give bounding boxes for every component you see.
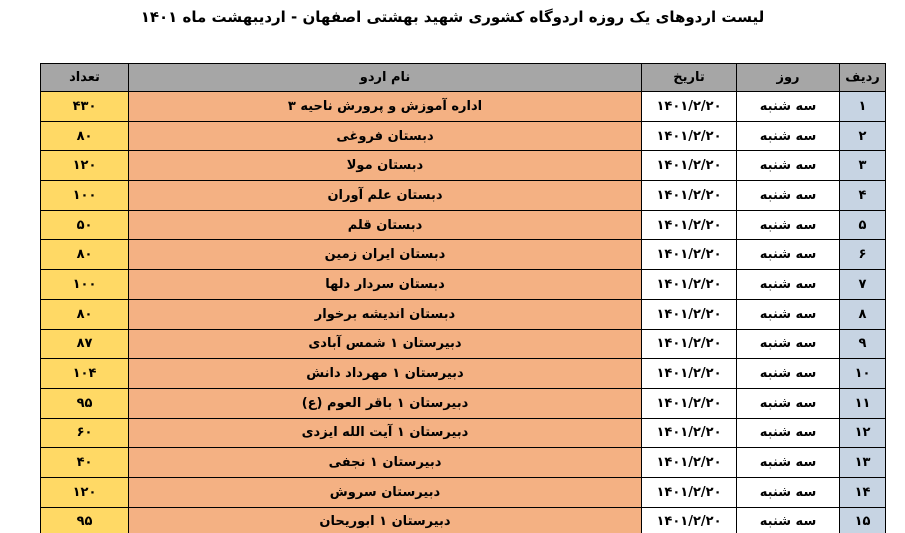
table-row bbox=[41, 270, 886, 300]
table-row bbox=[41, 240, 886, 270]
cell-date: ۱۴۰۱/۲/۲۰ bbox=[642, 181, 737, 211]
cell-camp-name: دبستان فروغی bbox=[129, 121, 642, 151]
cell-day: سه شنبه bbox=[737, 270, 840, 300]
cell-day: سه شنبه bbox=[737, 151, 840, 181]
cell-day: سه شنبه bbox=[737, 388, 840, 418]
cell-date: ۱۴۰۱/۲/۲۰ bbox=[642, 388, 737, 418]
cell-camp-name: دبستان قلم bbox=[129, 210, 642, 240]
cell-date: ۱۴۰۱/۲/۲۰ bbox=[642, 299, 737, 329]
cell-count: ۵۰ bbox=[41, 210, 129, 240]
cell-day: سه شنبه bbox=[737, 418, 840, 448]
cell-day: سه شنبه bbox=[737, 507, 840, 533]
cell-day: سه شنبه bbox=[737, 181, 840, 211]
cell-day: سه شنبه bbox=[737, 477, 840, 507]
cell-date: ۱۴۰۱/۲/۲۰ bbox=[642, 359, 737, 389]
cell-rownum: ۷ bbox=[840, 270, 886, 300]
cell-rownum: ۱ bbox=[840, 92, 886, 122]
table-row bbox=[41, 329, 886, 359]
cell-camp-name: دبستان سردار دلها bbox=[129, 270, 642, 300]
table-row bbox=[41, 418, 886, 448]
cell-date: ۱۴۰۱/۲/۲۰ bbox=[642, 240, 737, 270]
cell-camp-name: دبیرستان ۱ باقر العوم (ع) bbox=[129, 388, 642, 418]
cell-date: ۱۴۰۱/۲/۲۰ bbox=[642, 121, 737, 151]
cell-count: ۱۰۰ bbox=[41, 270, 129, 300]
cell-date: ۱۴۰۱/۲/۲۰ bbox=[642, 448, 737, 478]
cell-date: ۱۴۰۱/۲/۲۰ bbox=[642, 92, 737, 122]
header-rownum: ردیف bbox=[840, 64, 886, 92]
cell-rownum: ۱۱ bbox=[840, 388, 886, 418]
cell-count: ۱۲۰ bbox=[41, 151, 129, 181]
cell-day: سه شنبه bbox=[737, 240, 840, 270]
cell-day: سه شنبه bbox=[737, 329, 840, 359]
cell-camp-name: دبستان اندیشه برخوار bbox=[129, 299, 642, 329]
cell-rownum: ۵ bbox=[840, 210, 886, 240]
header-name: نام اردو bbox=[129, 64, 642, 92]
header-date: تاریخ bbox=[642, 64, 737, 92]
cell-count: ۸۰ bbox=[41, 121, 129, 151]
table-row bbox=[41, 507, 886, 533]
cell-camp-name: دبیرستان ۱ مهرداد دانش bbox=[129, 359, 642, 389]
cell-camp-name: دبستان مولا bbox=[129, 151, 642, 181]
cell-rownum: ۸ bbox=[840, 299, 886, 329]
table-row bbox=[41, 299, 886, 329]
table-row bbox=[41, 210, 886, 240]
cell-day: سه شنبه bbox=[737, 92, 840, 122]
table-header-row bbox=[41, 64, 886, 92]
cell-count: ۹۵ bbox=[41, 388, 129, 418]
cell-date: ۱۴۰۱/۲/۲۰ bbox=[642, 151, 737, 181]
cell-rownum: ۴ bbox=[840, 181, 886, 211]
table-body bbox=[41, 92, 886, 533]
cell-camp-name: اداره آموزش و پرورش ناحیه ۳ bbox=[129, 92, 642, 122]
cell-rownum: ۹ bbox=[840, 329, 886, 359]
cell-rownum: ۱۲ bbox=[840, 418, 886, 448]
cell-count: ۴۰ bbox=[41, 448, 129, 478]
cell-camp-name: دبیرستان سروش bbox=[129, 477, 642, 507]
cell-date: ۱۴۰۱/۲/۲۰ bbox=[642, 477, 737, 507]
cell-rownum: ۶ bbox=[840, 240, 886, 270]
cell-camp-name: دبستان علم آوران bbox=[129, 181, 642, 211]
table-row bbox=[41, 92, 886, 122]
cell-camp-name: دبیرستان ۱ نجفی bbox=[129, 448, 642, 478]
cell-camp-name: دبستان ایران زمین bbox=[129, 240, 642, 270]
table-row bbox=[41, 448, 886, 478]
cell-count: ۱۰۰ bbox=[41, 181, 129, 211]
cell-count: ۸۰ bbox=[41, 240, 129, 270]
cell-rownum: ۱۴ bbox=[840, 477, 886, 507]
cell-day: سه شنبه bbox=[737, 121, 840, 151]
cell-camp-name: دبیرستان ۱ شمس آبادی bbox=[129, 329, 642, 359]
cell-day: سه شنبه bbox=[737, 299, 840, 329]
table-row bbox=[41, 388, 886, 418]
cell-count: ۹۵ bbox=[41, 507, 129, 533]
table-row bbox=[41, 359, 886, 389]
cell-camp-name: دبیرستان ۱ آیت الله ایزدی bbox=[129, 418, 642, 448]
header-count: تعداد bbox=[41, 64, 129, 92]
cell-date: ۱۴۰۱/۲/۲۰ bbox=[642, 210, 737, 240]
table-row bbox=[41, 181, 886, 211]
cell-rownum: ۱۳ bbox=[840, 448, 886, 478]
cell-date: ۱۴۰۱/۲/۲۰ bbox=[642, 507, 737, 533]
cell-rownum: ۱۰ bbox=[840, 359, 886, 389]
cell-date: ۱۴۰۱/۲/۲۰ bbox=[642, 270, 737, 300]
cell-date: ۱۴۰۱/۲/۲۰ bbox=[642, 418, 737, 448]
cell-rownum: ۱۵ bbox=[840, 507, 886, 533]
cell-date: ۱۴۰۱/۲/۲۰ bbox=[642, 329, 737, 359]
table-row bbox=[41, 121, 886, 151]
cell-count: ۴۳۰ bbox=[41, 92, 129, 122]
cell-count: ۸۷ bbox=[41, 329, 129, 359]
page-title: لیست اردوهای یک روزه اردوگاه کشوری شهید بهشتی اصفهان - اردیبهشت ماه ۱۴۰۱ bbox=[140, 8, 765, 26]
cell-count: ۱۲۰ bbox=[41, 477, 129, 507]
header-day: روز bbox=[737, 64, 840, 92]
cell-day: سه شنبه bbox=[737, 210, 840, 240]
table-row bbox=[41, 151, 886, 181]
cell-count: ۱۰۴ bbox=[41, 359, 129, 389]
cell-day: سه شنبه bbox=[737, 448, 840, 478]
camps-table bbox=[40, 63, 886, 533]
table-row bbox=[41, 477, 886, 507]
cell-count: ۶۰ bbox=[41, 418, 129, 448]
cell-camp-name: دبیرستان ۱ ابوریحان bbox=[129, 507, 642, 533]
cell-rownum: ۳ bbox=[840, 151, 886, 181]
cell-count: ۸۰ bbox=[41, 299, 129, 329]
cell-day: سه شنبه bbox=[737, 359, 840, 389]
cell-rownum: ۲ bbox=[840, 121, 886, 151]
